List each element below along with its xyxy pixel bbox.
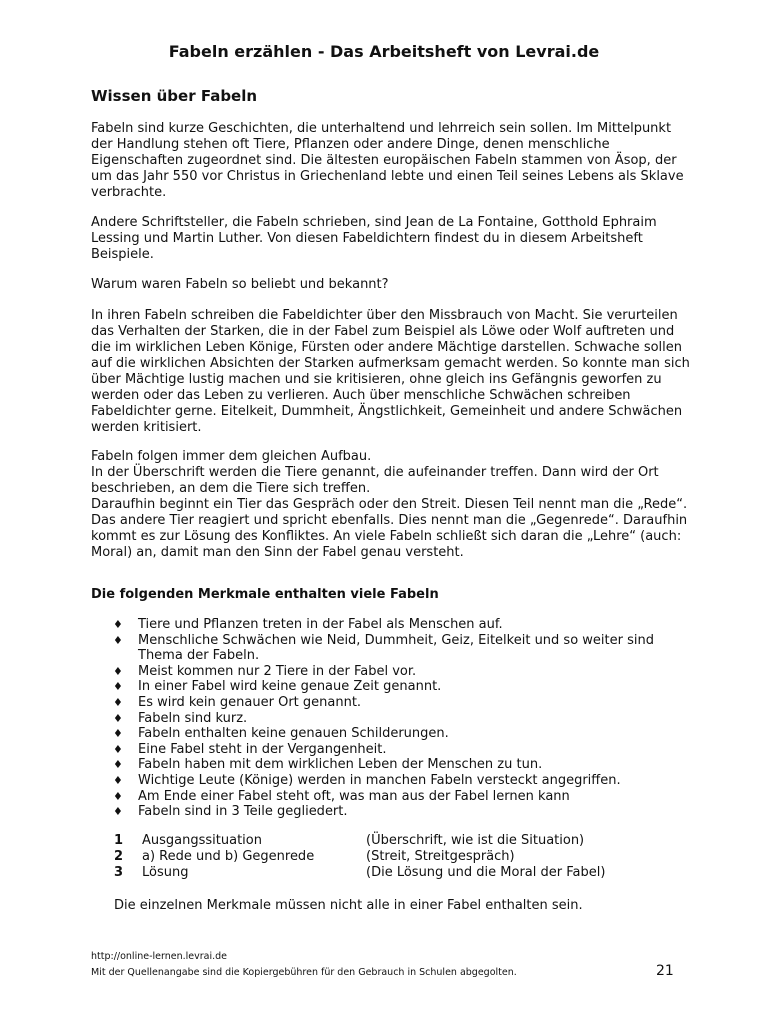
part-number: 1: [114, 833, 124, 848]
list-item: [110, 633, 670, 664]
part-description: (Die Lösung und die Moral der Fabel): [366, 865, 606, 880]
feature-text: Wichtige Leute (Könige) werden in manchen Fabeln versteckt angegriffen.: [138, 772, 621, 788]
diamond-bullet-icon: ♦: [113, 727, 123, 741]
diamond-bullet-icon: ♦: [113, 664, 123, 678]
diamond-bullet-icon: ♦: [113, 789, 123, 803]
diamond-bullet-icon: ♦: [113, 695, 123, 709]
diamond-bullet-icon: ♦: [113, 680, 123, 694]
feature-text: Meist kommen nur 2 Tiere in der Fabel vor.: [138, 663, 417, 679]
diamond-bullet-icon: ♦: [113, 711, 123, 725]
list-item: [110, 711, 670, 727]
list-item: [110, 664, 670, 680]
diamond-bullet-icon: ♦: [113, 618, 123, 631]
document-title: Fabeln erzählen - Das Arbeitsheft von Levrai.de: [168, 42, 600, 61]
feature-text: Tiere und Pflanzen treten in der Fabel als Menschen auf.: [138, 617, 503, 632]
features-heading: Die folgenden Merkmale enthalten viele Fabeln: [91, 587, 439, 602]
feature-text: Fabeln haben mit dem wirklichen Leben der Menschen zu tun.: [138, 757, 543, 773]
feature-text: In einer Fabel wird keine genaue Zeit genannt.: [138, 679, 442, 695]
section-heading: Wissen über Fabeln: [91, 87, 258, 105]
table-row: [114, 849, 605, 865]
paragraph-question: Warum waren Fabeln so beliebt und bekannt?: [91, 277, 389, 292]
diamond-bullet-icon: ♦: [113, 805, 123, 819]
diamond-bullet-icon: ♦: [113, 773, 123, 787]
list-item: [110, 804, 670, 820]
list-item: [110, 726, 670, 742]
list-item: [110, 773, 670, 789]
paragraph-intro: Fabeln sind kurze Geschichten, die unterhaltend und lehrreich sein sollen. Im Mittelpunkt der Handlung stehen oft Tiere, Pflanzen oder andere Dinge, denen menschliche Eigenschaften zugeordnet sind. Die ältesten europäischen Fabeln stammen von Äsop, der um das Jahr 550 vor Christus in Griechenland lebte und einen Teil seines Lebens als Sklave verbrachte.: [91, 121, 684, 200]
feature-text: Eine Fabel steht in der Vergangenheit.: [138, 741, 387, 757]
diamond-bullet-icon: ♦: [113, 633, 123, 647]
feature-text: Fabeln enthalten keine genauen Schilderungen.: [138, 726, 449, 742]
table-row: [114, 865, 605, 881]
part-name: Lösung: [142, 865, 189, 880]
feature-text: Es wird kein genauer Ort genannt.: [138, 694, 362, 710]
list-item: [110, 742, 670, 758]
part-number: 3: [114, 865, 124, 880]
part-name: a) Rede und b) Gegenrede: [142, 849, 315, 864]
page-number: 21: [656, 963, 674, 979]
paragraph-power: In ihren Fabeln schreiben die Fabeldichter über den Missbrauch von Macht. Sie verurteilen das Verhalten der Starken, die in der Fabel zum Beispiel als Löwe oder Wolf auftreten und die im wirklichen Leben Könige, Fürsten oder andere Mächtige darstellen. Schwache sollen auf die wirklichen Absichten der Starken aufmerksam gemacht werden. So konnte man sich über Mächtige lustig machen und sie kritisieren, ohne gleich ins Gefängnis geworfen zu werden oder das Leben zu verlieren. Auch über menschliche Schwächen schreiben Fabeldichter gerne. Eitelkeit, Dummheit, Ängstlichkeit, Gemeinheit und andere Schwächen werden kritisiert.: [91, 308, 690, 435]
diamond-bullet-icon: ♦: [113, 742, 123, 756]
feature-text: Fabeln sind in 3 Teile gegliedert.: [138, 804, 348, 820]
part-description: (Streit, Streitgespräch): [366, 849, 515, 864]
table-row: [114, 833, 605, 849]
part-name: Ausgangssituation: [142, 833, 262, 848]
list-item: [110, 617, 670, 633]
footer-note: Mit der Quellenangabe sind die Kopiergebühren für den Gebrauch in Schulen abgegolten.: [91, 967, 517, 978]
fable-parts-table: [114, 833, 605, 881]
list-item: [110, 757, 670, 773]
feature-text: Menschliche Schwächen wie Neid, Dummheit, Geiz, Eitelkeit und so weiter sind Thema der Fabeln.: [138, 632, 654, 664]
features-list: [110, 617, 670, 820]
paragraph-authors: Andere Schriftsteller, die Fabeln schrieben, sind Jean de La Fontaine, Gotthold Ephraim Lessing und Martin Luther. Von diesen Fabeldichtern findest du in diesem Arbeitsheft Beispiele.: [91, 215, 657, 262]
list-item: [110, 679, 670, 695]
paragraph-structure: Fabeln folgen immer dem gleichen Aufbau. In der Überschrift werden die Tiere genannt, die aufeinander treffen. Dann wird der Ort beschrieben, an dem die Tiere sich treffen. Daraufhin beginnt ein Tier das Gespräch oder den Streit. Diesen Teil nennt man die „Rede“. Das andere Tier reagiert und spricht ebenfalls. Dies nennt man die „Gegenrede“. Daraufhin kommt es zur Lösung des Konfliktes. An viele Fabeln schließt sich daran die „Lehre“ (auch: Moral) an, damit man den Sinn der Fabel genau versteht.: [91, 449, 688, 560]
part-number: 2: [114, 849, 124, 864]
feature-text: Am Ende einer Fabel steht oft, was man aus der Fabel lernen kann: [138, 788, 570, 804]
part-description: (Überschrift, wie ist die Situation): [366, 833, 585, 848]
closing-note: Die einzelnen Merkmale müssen nicht alle in einer Fabel enthalten sein.: [114, 898, 583, 913]
diamond-bullet-icon: ♦: [113, 758, 123, 772]
feature-text: Fabeln sind kurz.: [138, 710, 248, 726]
list-item: [110, 789, 670, 805]
list-item: [110, 695, 670, 711]
footer-url: http://online-lernen.levrai.de: [91, 951, 228, 962]
